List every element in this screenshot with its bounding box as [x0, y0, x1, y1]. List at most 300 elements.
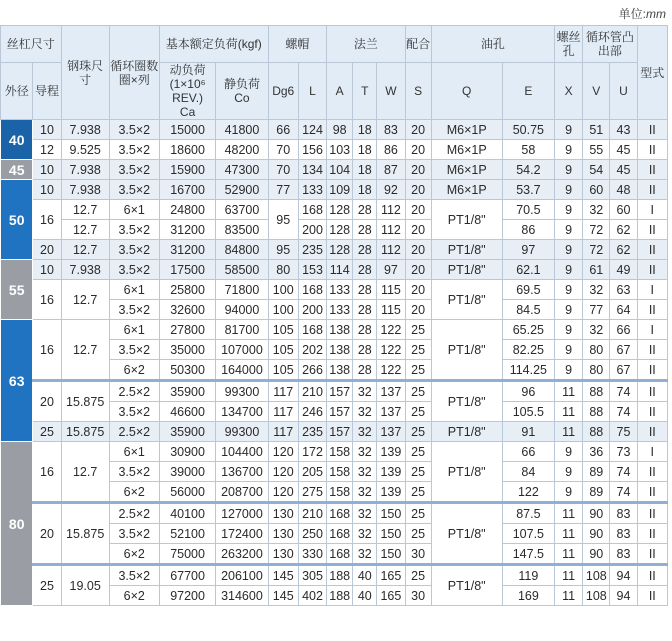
cell-l: 235: [298, 422, 326, 442]
cell-type: II: [637, 482, 667, 503]
cell-t: 28: [353, 280, 377, 300]
cell-t: 28: [353, 240, 377, 260]
cell-l: 205: [298, 462, 326, 482]
cell-a: 168: [327, 524, 353, 544]
cell-e: 114.25: [502, 360, 554, 381]
cell-w: 122: [377, 360, 405, 381]
cell-co: 52900: [216, 180, 268, 200]
cell-x: 11: [555, 544, 583, 565]
cell-x: 11: [555, 565, 583, 586]
cell-circ: 6×2: [109, 544, 159, 565]
cell-v: 89: [583, 462, 610, 482]
cell-ca: 32600: [159, 300, 215, 320]
cell-l: 246: [298, 402, 326, 422]
cell-x: 9: [555, 482, 583, 503]
group-55: 55: [1, 260, 33, 320]
ballscrew-spec-table: [0, 25, 668, 606]
cell-l: 275: [298, 482, 326, 503]
cell-u: 64: [610, 300, 637, 320]
cell-dg6: 145: [268, 586, 298, 606]
cell-circ: 6×2: [109, 482, 159, 503]
cell-q: PT1/8": [431, 260, 502, 280]
nut-header: 螺帽: [268, 26, 327, 63]
return-tube-header: 循环管凸出部: [583, 26, 637, 63]
cell-t: 32: [353, 544, 377, 565]
cell-circ: 3.5×2: [109, 160, 159, 180]
cell-e: 119: [502, 565, 554, 586]
cell-co: 164000: [216, 360, 268, 381]
cell-q: PT1/8": [431, 442, 502, 503]
cell-co: 84800: [216, 240, 268, 260]
cell-circ: 6×1: [109, 280, 159, 300]
cell-type: I: [637, 200, 667, 220]
table-row: [1, 320, 668, 340]
cell-w: 122: [377, 340, 405, 360]
cell-l: 153: [298, 260, 326, 280]
cell-s: 25: [405, 360, 431, 381]
cell-circ: 3.5×2: [109, 300, 159, 320]
cell-co: 104400: [216, 442, 268, 462]
cell-t: 28: [353, 340, 377, 360]
cell-x: 11: [555, 503, 583, 524]
cell-ball: 12.7: [61, 442, 109, 503]
cell-s: 20: [405, 120, 431, 140]
cell-v: 80: [583, 340, 610, 360]
bolt-hole-header: 螺丝孔: [555, 26, 583, 63]
cell-l: 168: [298, 320, 326, 340]
cell-co: 41800: [216, 120, 268, 140]
cell-e: 58: [502, 140, 554, 160]
cell-l: 168: [298, 280, 326, 300]
cell-w: 112: [377, 220, 405, 240]
cell-v: 90: [583, 524, 610, 544]
cell-type: II: [637, 220, 667, 240]
cell-u: 74: [610, 462, 637, 482]
cell-x: 9: [555, 180, 583, 200]
cell-type: II: [637, 503, 667, 524]
cell-w: 115: [377, 280, 405, 300]
cell-co: 71800: [216, 280, 268, 300]
cell-w: 139: [377, 442, 405, 462]
cell-ball: 19.05: [61, 565, 109, 606]
cell-v: 32: [583, 200, 610, 220]
e-header: E: [502, 63, 554, 120]
table-row: [1, 442, 668, 462]
cell-type: I: [637, 280, 667, 300]
cell-x: 9: [555, 360, 583, 381]
cell-w: 150: [377, 503, 405, 524]
cell-u: 62: [610, 240, 637, 260]
cell-v: 72: [583, 240, 610, 260]
cell-circ: 3.5×2: [109, 340, 159, 360]
cell-q: PT1/8": [431, 565, 502, 606]
cell-a: 133: [327, 300, 353, 320]
circuits-header: 循环圈数圈×列: [109, 26, 159, 120]
cell-x: 9: [555, 300, 583, 320]
cell-lead: 25: [33, 565, 61, 606]
cell-t: 18: [353, 140, 377, 160]
cell-u: 74: [610, 482, 637, 503]
cell-a: 114: [327, 260, 353, 280]
table-row: [1, 503, 668, 524]
cell-co: 208700: [216, 482, 268, 503]
cell-lead: 25: [33, 422, 61, 442]
cell-e: 97: [502, 240, 554, 260]
cell-dg6: 120: [268, 482, 298, 503]
cell-t: 28: [353, 200, 377, 220]
cell-s: 20: [405, 180, 431, 200]
cell-ball: 12.7: [61, 220, 109, 240]
cell-l: 250: [298, 524, 326, 544]
cell-ball: 12.7: [61, 320, 109, 381]
cell-co: 58500: [216, 260, 268, 280]
cell-ball: 15.875: [61, 381, 109, 422]
cell-l: 133: [298, 180, 326, 200]
cell-e: 84: [502, 462, 554, 482]
cell-dg6: 105: [268, 360, 298, 381]
cell-w: 165: [377, 565, 405, 586]
cell-co: 136700: [216, 462, 268, 482]
cell-lead: 10: [33, 120, 61, 140]
cell-x: 9: [555, 200, 583, 220]
cell-v: 60: [583, 180, 610, 200]
cell-s: 25: [405, 442, 431, 462]
cell-ca: 39000: [159, 462, 215, 482]
cell-lead: 20: [33, 381, 61, 422]
cell-type: II: [637, 524, 667, 544]
cell-w: 139: [377, 462, 405, 482]
cell-x: 9: [555, 160, 583, 180]
cell-s: 25: [405, 462, 431, 482]
cell-w: 97: [377, 260, 405, 280]
cell-a: 138: [327, 340, 353, 360]
static-load-header: 静负荷 Co: [216, 63, 268, 120]
cell-co: 48200: [216, 140, 268, 160]
cell-ca: 35000: [159, 340, 215, 360]
cell-v: 36: [583, 442, 610, 462]
cell-co: 134700: [216, 402, 268, 422]
table-row: [1, 422, 668, 442]
cell-ca: 25800: [159, 280, 215, 300]
cell-u: 43: [610, 120, 637, 140]
cell-s: 25: [405, 381, 431, 402]
cell-l: 168: [298, 200, 326, 220]
cell-e: 96: [502, 381, 554, 402]
cell-v: 88: [583, 402, 610, 422]
cell-dg6: 105: [268, 340, 298, 360]
a-header: A: [327, 63, 353, 120]
cell-a: 104: [327, 160, 353, 180]
cell-circ: 6×2: [109, 360, 159, 381]
cell-ball: 7.938: [61, 260, 109, 280]
cell-w: 137: [377, 381, 405, 402]
cell-t: 28: [353, 260, 377, 280]
cell-v: 80: [583, 360, 610, 381]
cell-a: 128: [327, 200, 353, 220]
cell-s: 20: [405, 300, 431, 320]
cell-s: 25: [405, 482, 431, 503]
cell-x: 11: [555, 586, 583, 606]
cell-lead: 10: [33, 180, 61, 200]
cell-type: II: [637, 544, 667, 565]
cell-x: 9: [555, 120, 583, 140]
cell-q: PT1/8": [431, 503, 502, 565]
cell-ball: 12.7: [61, 200, 109, 220]
cell-circ: 3.5×2: [109, 565, 159, 586]
cell-dg6: 95: [268, 200, 298, 240]
cell-dg6: 117: [268, 422, 298, 442]
cell-u: 67: [610, 340, 637, 360]
cell-ca: 52100: [159, 524, 215, 544]
cell-co: 314600: [216, 586, 268, 606]
cell-ca: 50300: [159, 360, 215, 381]
cell-s: 25: [405, 524, 431, 544]
cell-circ: 2.5×2: [109, 422, 159, 442]
cell-dg6: 77: [268, 180, 298, 200]
cell-a: 138: [327, 360, 353, 381]
cell-dg6: 70: [268, 160, 298, 180]
cell-type: II: [637, 260, 667, 280]
cell-l: 200: [298, 220, 326, 240]
table-row: [1, 381, 668, 402]
cell-u: 48: [610, 180, 637, 200]
cell-u: 60: [610, 200, 637, 220]
cell-type: II: [637, 120, 667, 140]
cell-type: II: [637, 381, 667, 402]
cell-lead: 16: [33, 320, 61, 381]
oil-hole-header: 油孔: [431, 26, 554, 63]
cell-t: 32: [353, 402, 377, 422]
cell-u: 73: [610, 442, 637, 462]
cell-u: 45: [610, 140, 637, 160]
cell-x: 9: [555, 140, 583, 160]
cell-ca: 15900: [159, 160, 215, 180]
table-row: [1, 160, 668, 180]
cell-v: 72: [583, 220, 610, 240]
cell-t: 32: [353, 503, 377, 524]
cell-s: 25: [405, 340, 431, 360]
cell-a: 133: [327, 280, 353, 300]
cell-ca: 67700: [159, 565, 215, 586]
cell-a: 158: [327, 482, 353, 503]
cell-l: 200: [298, 300, 326, 320]
cell-a: 157: [327, 381, 353, 402]
cell-type: II: [637, 360, 667, 381]
cell-s: 25: [405, 320, 431, 340]
cell-e: 65.25: [502, 320, 554, 340]
group-80: 80: [1, 442, 33, 606]
t-header: T: [353, 63, 377, 120]
cell-e: 122: [502, 482, 554, 503]
cell-co: 99300: [216, 381, 268, 402]
cell-v: 88: [583, 381, 610, 402]
cell-type: II: [637, 140, 667, 160]
cell-q: PT1/8": [431, 320, 502, 381]
cell-co: 172400: [216, 524, 268, 544]
cell-ball: 15.875: [61, 503, 109, 565]
cell-x: 9: [555, 462, 583, 482]
cell-l: 202: [298, 340, 326, 360]
cell-ca: 75000: [159, 544, 215, 565]
cell-x: 9: [555, 320, 583, 340]
cell-l: 172: [298, 442, 326, 462]
cell-a: 98: [327, 120, 353, 140]
cell-a: 158: [327, 442, 353, 462]
cell-dg6: 130: [268, 503, 298, 524]
cell-u: 74: [610, 381, 637, 402]
cell-dg6: 95: [268, 240, 298, 260]
cell-l: 210: [298, 381, 326, 402]
cell-s: 20: [405, 200, 431, 220]
cell-ca: 31200: [159, 220, 215, 240]
cell-q: M6×1P: [431, 180, 502, 200]
cell-w: 112: [377, 240, 405, 260]
cell-co: 81700: [216, 320, 268, 340]
cell-co: 206100: [216, 565, 268, 586]
cell-v: 108: [583, 586, 610, 606]
table-row: [1, 565, 668, 586]
cell-circ: 3.5×2: [109, 220, 159, 240]
cell-w: 92: [377, 180, 405, 200]
cell-v: 89: [583, 482, 610, 503]
cell-ca: 35900: [159, 381, 215, 402]
cell-type: II: [637, 240, 667, 260]
cell-q: PT1/8": [431, 200, 502, 240]
cell-lead: 10: [33, 260, 61, 280]
cell-l: 305: [298, 565, 326, 586]
cell-w: 112: [377, 200, 405, 220]
cell-x: 9: [555, 260, 583, 280]
cell-u: 67: [610, 360, 637, 381]
cell-lead: 20: [33, 503, 61, 565]
cell-e: 69.5: [502, 280, 554, 300]
cell-lead: 16: [33, 200, 61, 240]
cell-lead: 12: [33, 140, 61, 160]
cell-q: PT1/8": [431, 422, 502, 442]
cell-w: 86: [377, 140, 405, 160]
flange-header: 法兰: [327, 26, 405, 63]
table-row: [1, 220, 668, 240]
cell-circ: 6×1: [109, 200, 159, 220]
cell-l: 402: [298, 586, 326, 606]
cell-x: 11: [555, 381, 583, 402]
cell-ca: 24800: [159, 200, 215, 220]
q-header: Q: [431, 63, 502, 120]
cell-t: 18: [353, 120, 377, 140]
cell-lead: 10: [33, 160, 61, 180]
group-45: 45: [1, 160, 33, 180]
cell-t: 40: [353, 586, 377, 606]
cell-q: PT1/8": [431, 280, 502, 320]
cell-v: 61: [583, 260, 610, 280]
cell-dg6: 117: [268, 381, 298, 402]
cell-circ: 2.5×2: [109, 381, 159, 402]
cell-ca: 27800: [159, 320, 215, 340]
cell-t: 28: [353, 300, 377, 320]
cell-dg6: 80: [268, 260, 298, 280]
cell-circ: 3.5×2: [109, 180, 159, 200]
cell-t: 40: [353, 565, 377, 586]
cell-v: 108: [583, 565, 610, 586]
cell-dg6: 100: [268, 280, 298, 300]
v-header: V: [583, 63, 610, 120]
cell-w: 83: [377, 120, 405, 140]
cell-w: 150: [377, 544, 405, 565]
cell-l: 134: [298, 160, 326, 180]
cell-a: 188: [327, 565, 353, 586]
cell-e: 87.5: [502, 503, 554, 524]
cell-w: 137: [377, 402, 405, 422]
cell-w: 139: [377, 482, 405, 503]
table-row: [1, 240, 668, 260]
cell-u: 83: [610, 524, 637, 544]
x-header: X: [555, 63, 583, 120]
header-row-1: [1, 26, 668, 63]
table-row: [1, 280, 668, 300]
cell-v: 54: [583, 160, 610, 180]
cell-ca: 97200: [159, 586, 215, 606]
cell-ca: 46600: [159, 402, 215, 422]
cell-a: 103: [327, 140, 353, 160]
cell-u: 62: [610, 220, 637, 240]
cell-type: II: [637, 402, 667, 422]
cell-ca: 18600: [159, 140, 215, 160]
cell-x: 9: [555, 240, 583, 260]
cell-u: 94: [610, 565, 637, 586]
cell-v: 88: [583, 422, 610, 442]
cell-v: 90: [583, 544, 610, 565]
cell-v: 90: [583, 503, 610, 524]
cell-co: 47300: [216, 160, 268, 180]
cell-l: 266: [298, 360, 326, 381]
cell-ca: 40100: [159, 503, 215, 524]
cell-v: 51: [583, 120, 610, 140]
cell-t: 32: [353, 442, 377, 462]
cell-t: 32: [353, 381, 377, 402]
cell-q: M6×1P: [431, 160, 502, 180]
cell-type: II: [637, 300, 667, 320]
cell-u: 45: [610, 160, 637, 180]
l-header: L: [298, 63, 326, 120]
w-header: W: [377, 63, 405, 120]
cell-l: 330: [298, 544, 326, 565]
cell-circ: 3.5×2: [109, 240, 159, 260]
cell-s: 25: [405, 402, 431, 422]
cell-ball: 12.7: [61, 280, 109, 320]
cell-l: 156: [298, 140, 326, 160]
cell-x: 9: [555, 280, 583, 300]
cell-t: 28: [353, 220, 377, 240]
cell-u: 74: [610, 402, 637, 422]
cell-circ: 3.5×2: [109, 402, 159, 422]
dyn-load-header: 动负荷 (1×10⁶ REV.) Ca: [159, 63, 215, 120]
cell-type: I: [637, 442, 667, 462]
cell-ca: 35900: [159, 422, 215, 442]
group-40: 40: [1, 120, 33, 160]
cell-a: 157: [327, 422, 353, 442]
cell-e: 84.5: [502, 300, 554, 320]
cell-type: II: [637, 180, 667, 200]
cell-s: 25: [405, 565, 431, 586]
cell-v: 55: [583, 140, 610, 160]
cell-q: M6×1P: [431, 120, 502, 140]
cell-a: 109: [327, 180, 353, 200]
cell-u: 49: [610, 260, 637, 280]
cell-u: 83: [610, 544, 637, 565]
cell-t: 18: [353, 160, 377, 180]
cell-e: 53.7: [502, 180, 554, 200]
cell-t: 32: [353, 482, 377, 503]
